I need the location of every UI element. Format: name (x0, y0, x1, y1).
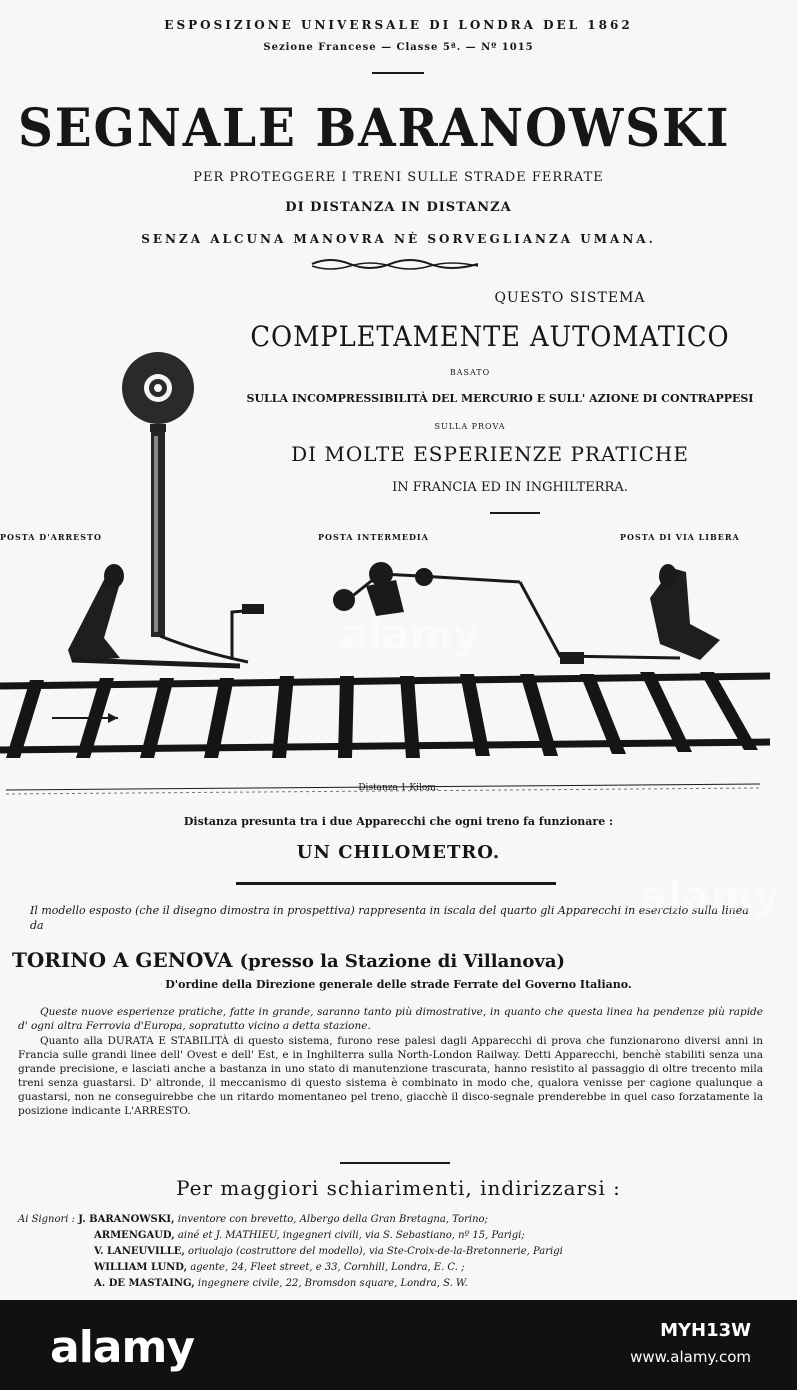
route-heading (12, 948, 565, 972)
address-line (94, 1260, 464, 1276)
address-rest: inventore con brevetto, Albergo della Gran Bretagna, Torino; (177, 1214, 488, 1225)
section-subheader: Sezione Francese — Classe 5ª. — Nº 1015 (263, 42, 534, 53)
address-prefix: Ai Signori : (18, 1214, 76, 1225)
ornament-rule (372, 72, 424, 74)
system-intro: QUESTO SISTEMA (494, 290, 646, 306)
address-rest: oriuolajo (costruttore del modello), via Ste-Croix-de-la-Bretonnerie, Parigi (188, 1246, 563, 1257)
label-clear-post: POSTA DI VIA LIBERA (620, 532, 740, 542)
watermark: alamy (340, 612, 481, 658)
railway-signal-illustration (0, 340, 797, 810)
subtitle-line-2: DI DISTANZA IN DISTANZA (285, 200, 512, 215)
image-code: MYH13W (660, 1320, 751, 1341)
subtitle-line-3: SENZA ALCUNA MANOVRA NÈ SORVEGLIANZA UMANA. (141, 232, 656, 246)
body-paragraph-1: Queste nuove esperienze pratiche, fatte in grande, saranno tanto più dimostrative, in quanto che questa linea ha pendenze più rapide d' ogni altra Ferrovia d'Europa, sopratutto vicino a detta stazione. (18, 1006, 763, 1032)
alamy-logo: alamy (50, 1322, 194, 1373)
based-label: BASATO (449, 368, 491, 377)
watermark: alamy (640, 874, 781, 920)
address-rest: agente, 24, Fleet street, e 33, Cornhill, Londra, E. C. ; (190, 1262, 465, 1273)
address-line (94, 1244, 563, 1260)
distance-mark: Distanza 1 Kilom. (358, 783, 439, 793)
address-line (94, 1276, 468, 1292)
body-paragraph-2: Quanto alla DURATA E STABILITÀ di questo sistema, furono rese palesi dagli Apparecchi di prova che funzionarono diversi anni in Francia sulle grandi linee dell' Ovest e dell' Est, e in Inghilterra sulla North-London Railway. Detti Apparecchi, benchè stabiliti senza una grande precisione, e lasciati anche a bastanza in uno stato di manutenzione trascurata, hanno resistito al passaggio di oltre trecento mila treni senza guastarsi. D' altronde, il meccanismo di questo sistema è combinato in modo che, qualora venisse per cagione qualunque a guastarsi, non ne conseguirebbe che un ritardo momentaneo pel treno, giacchè il disco-segnale prenderebbe in quel caso forzatamente la posizione indicante L'ARRESTO. (18, 1035, 763, 1117)
order-line: D'ordine della Direzione generale delle strade Ferrate del Governo Italiano. (165, 978, 632, 991)
experiences-text: DI MOLTE ESPERIENZE PRATICHE (291, 442, 689, 466)
subtitle-line-1: PER PROTEGGERE I TRENI SULLE STRADE FERRATE (193, 170, 604, 185)
address-name: V. LANEUVILLE, (94, 1246, 185, 1257)
address-name: A. DE MASTAING, (94, 1278, 195, 1289)
address-name: WILLIAM LUND, (94, 1262, 188, 1273)
label-intermediate-post: POSTA INTERMEDIA (318, 532, 429, 542)
site-url: www.alamy.com (630, 1348, 751, 1366)
address-line (18, 1212, 488, 1228)
countries-text: IN FRANCIA ED IN INGHILTERRA. (392, 480, 628, 495)
info-heading: Per maggiori schiarimenti, indirizzarsi : (176, 1176, 621, 1200)
address-name: J. BARANOWSKI, (78, 1214, 175, 1225)
distance-line: Distanza presunta tra i due Apparecchi che ogni treno fa funzionare : (183, 815, 614, 828)
divider-rule (236, 882, 556, 885)
poster-title: SEGNALE BARANOWSKI (18, 98, 731, 159)
exhibition-header: ESPOSIZIONE UNIVERSALE DI LONDRA DEL 1862 (164, 18, 633, 32)
system-title: COMPLETAMENTE AUTOMATICO (250, 320, 730, 353)
address-rest: ingegnere civile, 22, Bromsdon square, Londra, S. W. (197, 1278, 468, 1289)
address-name: ARMENGAUD, (94, 1230, 175, 1241)
address-rest: ainé et J. MATHIEU, ingegneri civili, via S. Sebastiano, nº 15, Parigi; (177, 1230, 525, 1241)
distance-value: UN CHILOMETRO. (296, 842, 501, 863)
stock-footer (0, 1300, 797, 1390)
route-main: TORINO A GENOVA (12, 948, 233, 972)
address-line (94, 1228, 525, 1244)
proof-label: SULLA PROVA (434, 422, 506, 431)
label-stop-post: POSTA D'ARRESTO (0, 532, 102, 542)
divider-rule-small (340, 1162, 450, 1164)
ornament-flourish (310, 256, 480, 272)
model-paragraph: Il modello esposto (che il disegno dimostra in prospettiva) rappresenta in iscala del quarto gli Apparecchi in esercizio sulla linea da (30, 904, 749, 932)
based-on-text: SULLA INCOMPRESSIBILITÀ DEL MERCURIO E SULL' AZIONE DI CONTRAPPESI (246, 392, 754, 405)
route-sub: (presso la Stazione di Villanova) (239, 951, 566, 972)
